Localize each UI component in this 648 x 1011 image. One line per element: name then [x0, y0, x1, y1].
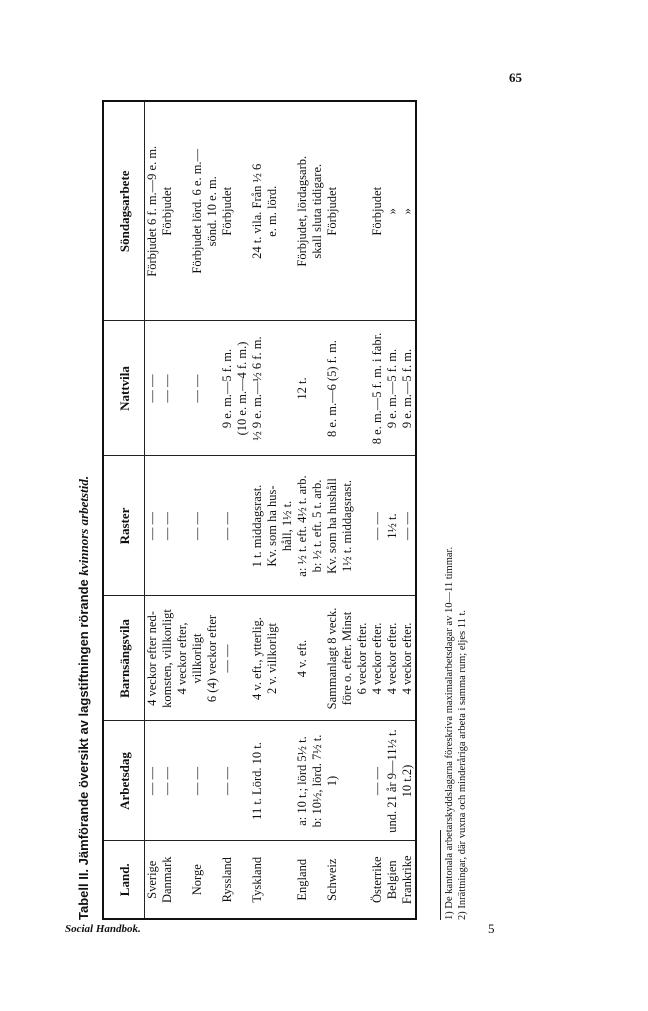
cell-sondagsarbete: skall sluta tidigare. [310, 101, 325, 321]
cell-land: Schweiz [325, 841, 340, 919]
cell-raster: 1½ t. [385, 456, 400, 596]
cell-arbetsdag [235, 721, 250, 841]
cell-land: Tyskland [250, 841, 265, 919]
cell-arbetsdag: 1) [325, 721, 340, 841]
cell-nattvila: ½ 9 e. m.—½ 6 f. m. [250, 321, 265, 456]
cell-nattvila: — — [145, 321, 161, 456]
cell-sondagsarbete [175, 101, 190, 321]
cell-nattvila: — — [160, 321, 175, 456]
footnote-rule [440, 830, 441, 920]
cell-arbetsdag: — — [370, 721, 385, 841]
cell-barnsangsvila [310, 596, 325, 721]
rotated-table-block [70, 100, 490, 920]
cell-raster [355, 456, 370, 596]
cell-land: England [295, 841, 310, 919]
cell-nattvila: 9 e. m.—5 f. m. [385, 321, 400, 456]
table-caption [70, 100, 98, 920]
table-header-row [103, 101, 145, 919]
cell-land: Ryssland [220, 841, 235, 919]
cell-nattvila [280, 321, 295, 456]
table-row [175, 101, 190, 919]
table-row [325, 101, 340, 919]
cell-raster: 1 t. middagsrast. [250, 456, 265, 596]
cell-barnsangsvila: — — [220, 596, 235, 721]
caption-prefix: Tabell II. [76, 868, 91, 920]
cell-land [310, 841, 325, 919]
cell-raster: Kv. som ha hus- [265, 456, 280, 596]
cell-nattvila: 9 e. m.—5 f. m. [400, 321, 416, 456]
cell-barnsangsvila: 4 veckor efter. [370, 596, 385, 721]
table-row [340, 101, 355, 919]
cell-raster [235, 456, 250, 596]
table-row [280, 101, 295, 919]
cell-barnsangsvila: 4 v. eft., ytterlig. [250, 596, 265, 721]
cell-raster: Kv. som ha hushåll [325, 456, 340, 596]
cell-arbetsdag: — — [145, 721, 161, 841]
cell-arbetsdag: — — [160, 721, 175, 841]
cell-nattvila [175, 321, 190, 456]
footer-signature: 5 [488, 921, 495, 936]
cell-sondagsarbete: Förbjudet [220, 101, 235, 321]
table-body [145, 101, 417, 919]
header-barnsangsvila: Barnsängsvila [103, 596, 145, 721]
cell-arbetsdag: und. 21 år 9—11½ t. [385, 721, 400, 841]
cell-raster: a: ½ t. eft. 4½ t. arb. [295, 456, 310, 596]
cell-raster: 1½ t. middagsrast. [340, 456, 355, 596]
cell-land [235, 841, 250, 919]
cell-land [205, 841, 220, 919]
table-row [220, 101, 235, 919]
cell-sondagsarbete: Förbjudet, lördagsarb. [295, 101, 310, 321]
cell-nattvila [340, 321, 355, 456]
cell-sondagsarbete [340, 101, 355, 321]
table-row [370, 101, 385, 919]
cell-arbetsdag [340, 721, 355, 841]
cell-sondagsarbete: » [400, 101, 416, 321]
table-row [190, 101, 205, 919]
cell-barnsangsvila [235, 596, 250, 721]
cell-land: Danmark [160, 841, 175, 919]
cell-raster: — — [370, 456, 385, 596]
page-number: 65 [509, 70, 522, 85]
cell-barnsangsvila: 4 veckor efter ned- [145, 596, 161, 721]
cell-arbetsdag [265, 721, 280, 841]
footnote-1: 1) De kantonala arbetarskyddslagarna föreskriva maximalarbetsdagar av 10—11 timmar. [444, 546, 455, 920]
cell-barnsangsvila: 4 veckor efter. [385, 596, 400, 721]
table-row [355, 101, 370, 919]
cell-barnsangsvila: 4 veckor efter, [175, 596, 190, 721]
cell-raster [205, 456, 220, 596]
cell-sondagsarbete [280, 101, 295, 321]
cell-raster: b: ½ t. eft. 5 t. arb. [310, 456, 325, 596]
cell-arbetsdag [355, 721, 370, 841]
cell-arbetsdag: — — [190, 721, 205, 841]
cell-nattvila [355, 321, 370, 456]
cell-sondagsarbete: e. m. lörd. [265, 101, 280, 321]
cell-land: Norge [190, 841, 205, 919]
cell-arbetsdag: — — [220, 721, 235, 841]
cell-barnsangsvila: 4 veckor efter. [400, 596, 416, 721]
cell-raster: håll, 1½ t. [280, 456, 295, 596]
header-land: Land. [103, 841, 145, 919]
cell-sondagsarbete: » [385, 101, 400, 321]
cell-barnsangsvila: 6 veckor efter. [355, 596, 370, 721]
cell-barnsangsvila: före o. efter. Minst [340, 596, 355, 721]
cell-nattvila: 8 e. m.—5 f. m. i fabr. [370, 321, 385, 456]
cell-raster: — — [400, 456, 416, 596]
cell-barnsangsvila: 2 v. villkorligt [265, 596, 280, 721]
table-row [250, 101, 265, 919]
cell-land: Belgien [385, 841, 400, 919]
cell-nattvila: 9 e. m.—5 f. m. [220, 321, 235, 456]
cell-arbetsdag: b: 10½, lörd. 7½ t. [310, 721, 325, 841]
cell-barnsangsvila [280, 596, 295, 721]
cell-raster: — — [220, 456, 235, 596]
cell-arbetsdag: 10 t.2) [400, 721, 416, 841]
table-row [235, 101, 250, 919]
cell-nattvila: (10 e. m.—4 f. m.) [235, 321, 250, 456]
table-row [385, 101, 400, 919]
cell-land: Frankrike [400, 841, 416, 919]
comparison-table [102, 100, 417, 920]
cell-arbetsdag: a: 10 t.; lörd 5½ t. [295, 721, 310, 841]
caption-main: Jämförande översikt av lagstiftningen rörande [76, 579, 91, 866]
cell-nattvila: 12 t. [295, 321, 310, 456]
cell-sondagsarbete [355, 101, 370, 321]
cell-sondagsarbete: Förbjudet [370, 101, 385, 321]
cell-nattvila [310, 321, 325, 456]
cell-raster: — — [160, 456, 175, 596]
table-row [400, 101, 416, 919]
cell-land [280, 841, 295, 919]
cell-sondagsarbete: Förbjudet lörd. 6 e. m.— [190, 101, 205, 321]
cell-barnsangsvila: villkorligt [190, 596, 205, 721]
header-sondagsarbete: Söndagsarbete [103, 101, 145, 321]
table-row [295, 101, 310, 919]
cell-land: Österrike [370, 841, 385, 919]
cell-land [265, 841, 280, 919]
cell-raster: — — [145, 456, 161, 596]
footer-book-title: Social Handbok. [65, 923, 141, 935]
cell-arbetsdag: 11 t. Lörd. 10 t. [250, 721, 265, 841]
cell-sondagsarbete: Förbjudet 6 f. m.—9 e. m. [145, 101, 161, 321]
header-arbetsdag: Arbetsdag [103, 721, 145, 841]
header-raster: Raster [103, 456, 145, 596]
header-nattvila: Nattvila [103, 321, 145, 456]
footnotes [440, 100, 469, 920]
cell-land [355, 841, 370, 919]
cell-nattvila [265, 321, 280, 456]
cell-barnsangsvila: 6 (4) veckor efter [205, 596, 220, 721]
cell-barnsangsvila: komsten, villkorligt [160, 596, 175, 721]
cell-arbetsdag [205, 721, 220, 841]
cell-raster [175, 456, 190, 596]
cell-barnsangsvila: Sammanlagt 8 veck. [325, 596, 340, 721]
cell-sondagsarbete: Förbjudet [160, 101, 175, 321]
cell-arbetsdag [175, 721, 190, 841]
cell-barnsangsvila: 4 v. eft. [295, 596, 310, 721]
cell-nattvila: — — [190, 321, 205, 456]
caption-emph: kvinnors arbetstid. [76, 475, 91, 576]
cell-nattvila [205, 321, 220, 456]
cell-sondagsarbete [235, 101, 250, 321]
table-row [265, 101, 280, 919]
cell-sondagsarbete: Förbjudet [325, 101, 340, 321]
cell-nattvila: 8 e. m.—6 (5) f. m. [325, 321, 340, 456]
table-row [145, 101, 161, 919]
cell-sondagsarbete: sönd. 10 e. m. [205, 101, 220, 321]
table-row [205, 101, 220, 919]
table-row [310, 101, 325, 919]
footnote-2: 2) Inrättningar, där vuxna och minderåriga arbeta i samma rum; eljes 11 t. [457, 610, 468, 920]
cell-land [340, 841, 355, 919]
table-row [160, 101, 175, 919]
cell-sondagsarbete: 24 t. vila. Från ½ 6 [250, 101, 265, 321]
cell-land: Sverige [145, 841, 161, 919]
cell-raster: — — [190, 456, 205, 596]
cell-arbetsdag [280, 721, 295, 841]
cell-land [175, 841, 190, 919]
